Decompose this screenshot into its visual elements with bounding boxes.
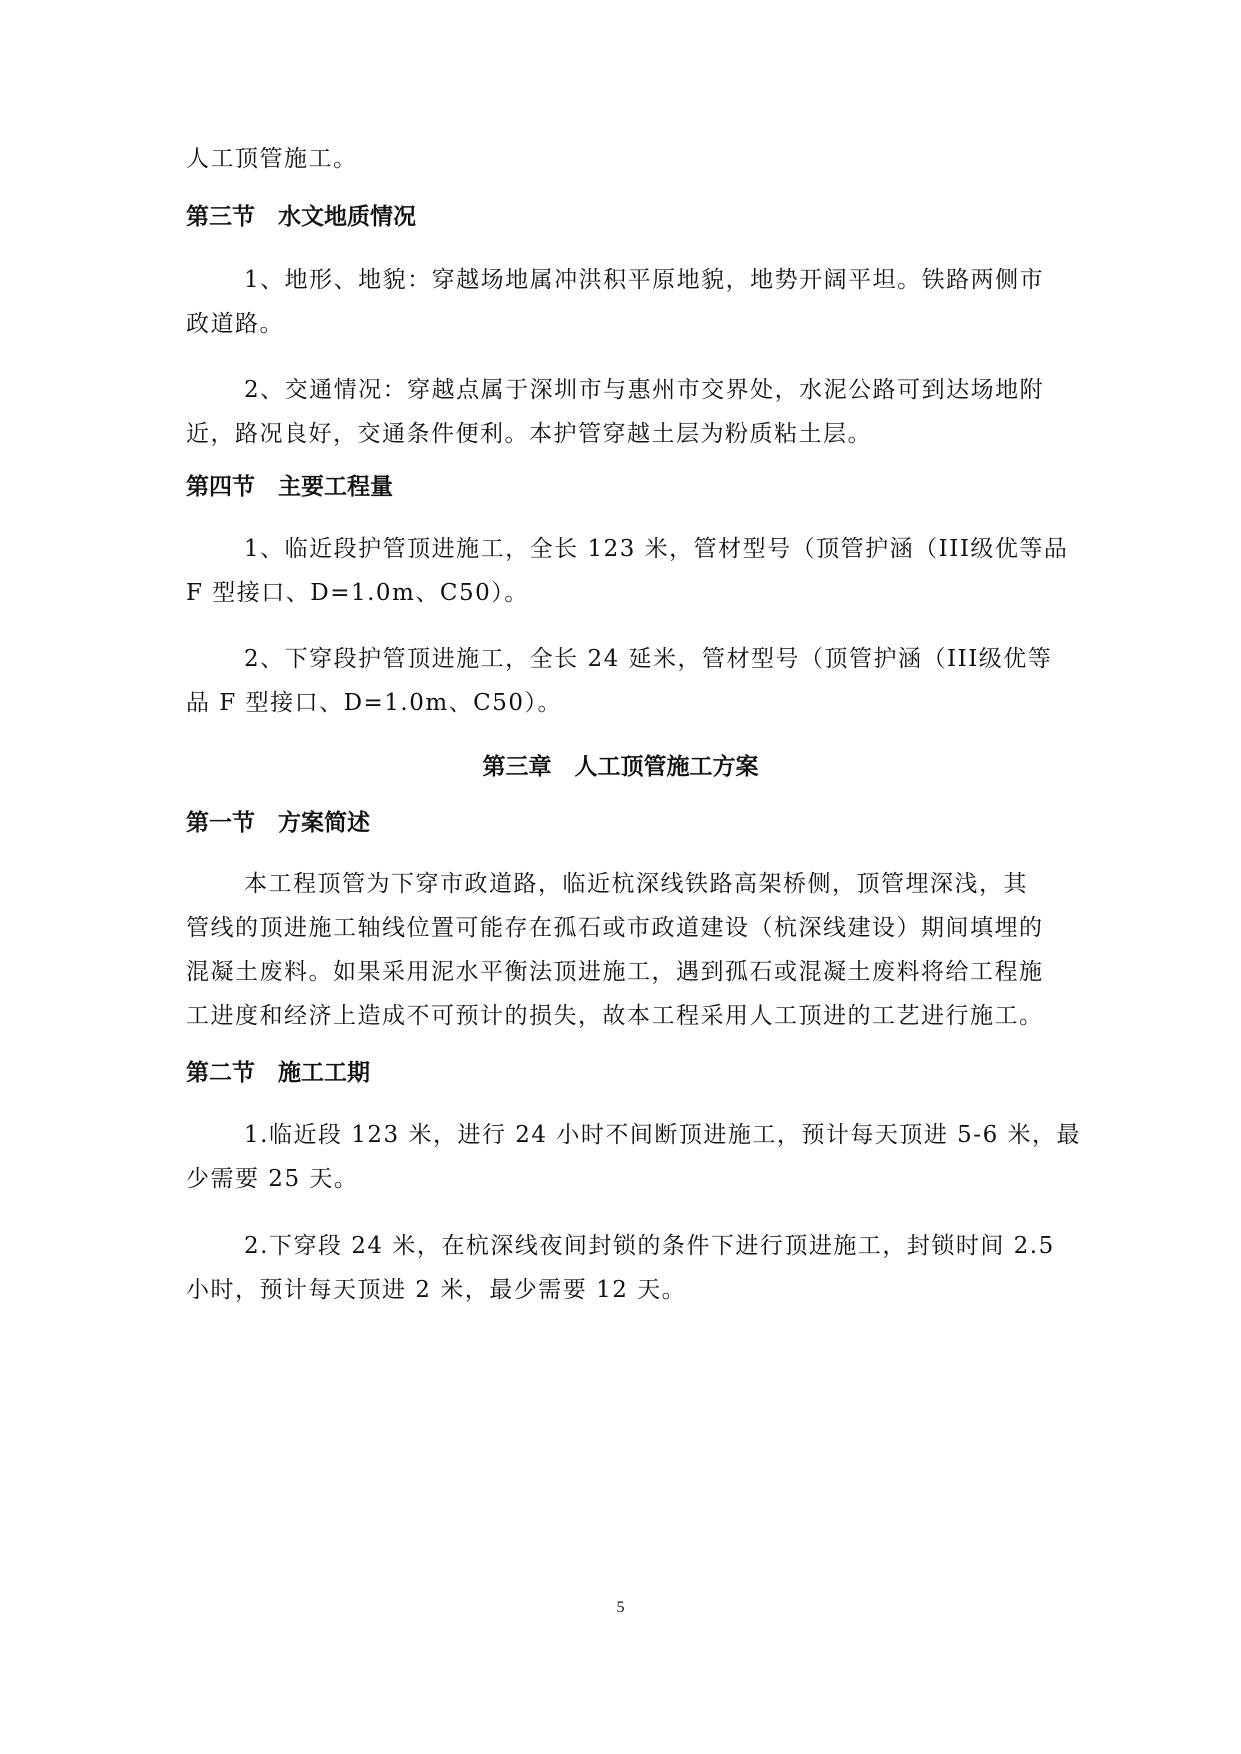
paragraph-line: 2.下穿段 24 米，在杭深线夜间封锁的条件下进行顶进施工，封锁时间 2.5 (244, 1233, 1055, 1259)
paragraph-line: 混凝土废料。如果采用泥水平衡法顶进施工，遇到孤石或混凝土废料将给工程施 (186, 959, 1044, 985)
paragraph-line: 近，路况良好，交通条件便利。本护管穿越土层为粉质粘土层。 (186, 421, 872, 447)
paragraph-line: 1、地形、地貌：穿越场地属冲洪积平原地貌，地势开阔平坦。铁路两侧市 (244, 267, 1045, 293)
section-heading-hydrogeology: 第三节 水文地质情况 (186, 204, 416, 230)
paragraph-line: 少需要 25 天。 (186, 1166, 359, 1192)
paragraph-line: 管线的顶进施工轴线位置可能存在孤石或市政道建设（杭深线建设）期间填埋的 (186, 915, 1044, 941)
paragraph-terrain (186, 258, 1059, 346)
section-heading-schedule: 第二节 施工工期 (186, 1060, 370, 1086)
paragraph-line: 2、交通情况：穿越点属于深圳市与惠州市交界处，水泥公路可到达场地附 (244, 377, 1045, 403)
chapter-title: 第三章 人工顶管施工方案 (482, 754, 759, 780)
paragraph-adjacent-segment (186, 527, 1069, 615)
paragraph-line: 1、临近段护管顶进施工，全长 123 米，管材型号（顶管护涵（III级优等品 (244, 536, 1069, 562)
paragraph-line: 2、下穿段护管顶进施工，全长 24 延米，管材型号（顶管护涵（III级优等 (244, 646, 1053, 672)
paragraph-line: 1.临近段 123 米，进行 24 小时不间断顶进施工，预计每天顶进 5-6 米，最 (244, 1122, 1082, 1148)
page-number: 5 (616, 1599, 625, 1616)
paragraph-underpass-segment (186, 637, 1059, 725)
paragraph-traffic (186, 368, 1059, 456)
paragraph-line: F 型接口、D=1.0m、C50）。 (186, 580, 529, 606)
paragraph-line: 小时，预计每天顶进 2 米，最少需要 12 天。 (186, 1277, 687, 1303)
paragraph-line: 工进度和经济上造成不可预计的损失，故本工程采用人工顶进的工艺进行施工。 (186, 1003, 1044, 1029)
paragraph-line: 品 F 型接口、D=1.0m、C50）。 (186, 690, 563, 716)
paragraph-overview (186, 862, 1059, 1038)
paragraph-schedule-adjacent (186, 1113, 1082, 1201)
paragraph-schedule-underpass (186, 1224, 1059, 1312)
paragraph-line: 本工程顶管为下穿市政道路，临近杭深线铁路高架桥侧，顶管埋深浅，其 (244, 871, 1028, 897)
section-heading-quantities: 第四节 主要工程量 (186, 474, 393, 500)
lead-in-text: 人工顶管施工。 (186, 146, 358, 172)
paragraph-line: 政道路。 (186, 311, 284, 337)
section-heading-overview: 第一节 方案简述 (186, 810, 370, 836)
